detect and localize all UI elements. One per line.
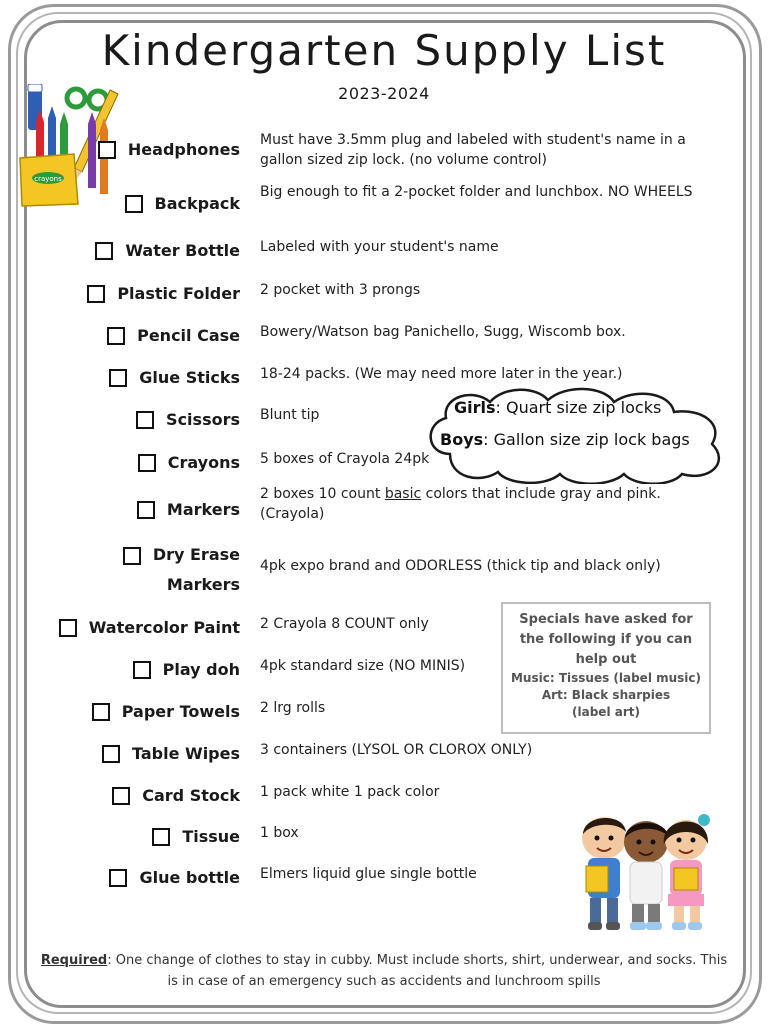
item-label: Dry Erase Markers <box>152 545 240 594</box>
checkbox[interactable] <box>92 703 110 721</box>
girls-note: Girls: Quart size zip locks <box>454 398 662 417</box>
checkbox[interactable] <box>109 369 127 387</box>
item-label: Watercolor Paint <box>88 618 240 637</box>
item-crayons <box>138 453 240 472</box>
item-scissors <box>136 410 240 429</box>
item-description: 2 pocket with 3 prongs <box>260 282 421 298</box>
item-label: Markers <box>166 500 240 519</box>
school-year: 2023-2024 <box>338 84 430 103</box>
specials-music: Music: Tissues (label music) <box>510 671 702 685</box>
item-description: Bowery/Watson bag Panichello, Sugg, Wiscomb box. <box>260 324 626 340</box>
item-description: 3 containers (LYSOL OR CLOROX ONLY) <box>260 742 533 758</box>
item-headphones <box>98 140 240 159</box>
checkbox[interactable] <box>112 787 130 805</box>
checkbox[interactable] <box>87 285 105 303</box>
item-label: Card Stock <box>142 786 240 805</box>
checkbox[interactable] <box>138 454 156 472</box>
item-label: Pencil Case <box>137 326 240 345</box>
item-description: 2 boxes 10 count basic colors that include gray and pink. (Crayola) <box>260 486 661 522</box>
item-description: 1 pack white 1 pack color <box>260 784 440 800</box>
checkbox[interactable] <box>59 619 77 637</box>
specials-box <box>501 602 711 734</box>
item-card-stock <box>112 786 240 805</box>
item-description: 2 Crayola 8 COUNT only <box>260 616 429 632</box>
zip-lock-cloud <box>420 384 732 484</box>
checkbox[interactable] <box>102 745 120 763</box>
required-label: Required <box>40 953 108 968</box>
required-note <box>40 950 728 992</box>
item-paper-towels <box>92 702 240 721</box>
item-tissue <box>152 827 240 846</box>
item-label: Plastic Folder <box>117 284 240 303</box>
item-label: Play doh <box>162 660 240 679</box>
required-text: : One change of clothes to stay in cubby. Must include shorts, shirt, underwear, and socks. This is in case of an emergency such as accidents and lunchroom spills <box>107 953 728 989</box>
item-play-doh <box>133 660 240 679</box>
checkbox[interactable] <box>123 547 141 565</box>
item-glue-bottle <box>109 868 240 887</box>
checkbox[interactable] <box>107 327 125 345</box>
checkbox[interactable] <box>137 501 155 519</box>
item-description: Labeled with your student's name <box>260 239 499 255</box>
specials-art-line2: (label art) <box>572 705 640 719</box>
checkbox[interactable] <box>152 828 170 846</box>
item-label: Glue Sticks <box>139 368 240 387</box>
item-table-wipes <box>102 744 240 763</box>
checkbox[interactable] <box>98 141 116 159</box>
item-description: 4pk standard size (NO MINIS) <box>260 658 466 674</box>
underlined-word: basic <box>384 486 422 502</box>
item-label: Crayons <box>167 453 240 472</box>
checkbox[interactable] <box>95 242 113 260</box>
item-water-bottle <box>95 241 240 260</box>
item-label: Backpack <box>154 194 240 213</box>
specials-heading: Specials have asked for the following if you can help out <box>519 612 693 667</box>
item-description: Big enough to fit a 2-pocket folder and lunchbox. NO WHEELS <box>260 184 693 200</box>
item-label: Tissue <box>182 827 240 846</box>
boys-note: Boys: Gallon size zip lock bags <box>440 430 690 449</box>
item-description: 1 box <box>260 825 299 841</box>
item-label: Table Wipes <box>132 744 240 763</box>
item-watercolor-paint <box>59 618 240 637</box>
item-description: Must have 3.5mm plug and labeled with student's name in a gallon sized zip lock. (no volume control) <box>260 132 686 168</box>
page-title: Kindergarten Supply List <box>101 26 667 75</box>
item-dry-erase-markers <box>123 540 240 600</box>
item-glue-sticks <box>109 368 240 387</box>
item-label: Glue bottle <box>139 868 240 887</box>
checkbox[interactable] <box>109 869 127 887</box>
item-backpack <box>125 194 241 213</box>
kids-clipart <box>578 808 714 936</box>
crayon-box-label: crayons <box>34 175 62 183</box>
item-pencil-case <box>107 326 240 345</box>
item-description: Blunt tip <box>260 407 320 423</box>
item-plastic-folder <box>87 284 240 303</box>
checkbox[interactable] <box>133 661 151 679</box>
item-description: 5 boxes of Crayola 24pk <box>260 451 430 467</box>
item-markers <box>137 500 240 519</box>
item-description: 4pk expo brand and ODORLESS (thick tip and black only) <box>260 558 661 574</box>
item-label: Water Bottle <box>125 241 240 260</box>
checkbox[interactable] <box>136 411 154 429</box>
item-description: 2 lrg rolls <box>260 700 326 716</box>
specials-art-line1: Art: Black sharpies <box>541 688 671 702</box>
item-label: Paper Towels <box>121 702 240 721</box>
item-description: 18-24 packs. (We may need more later in the year.) <box>260 366 623 382</box>
checkbox[interactable] <box>125 195 143 213</box>
item-label: Headphones <box>127 140 240 159</box>
item-label: Scissors <box>166 410 240 429</box>
item-description: Elmers liquid glue single bottle <box>260 866 477 882</box>
